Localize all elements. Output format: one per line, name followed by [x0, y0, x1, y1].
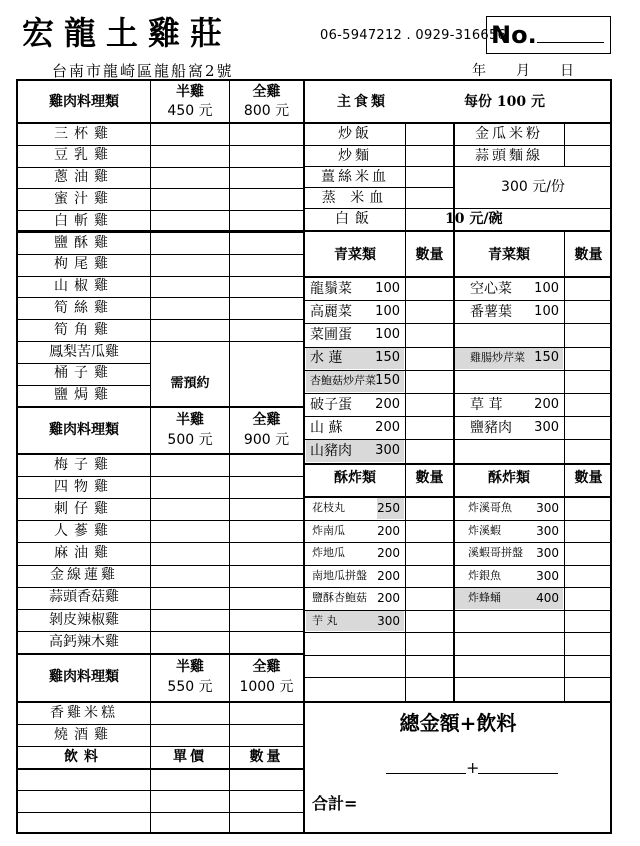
section2-item: 剝皮辣椒雞 [49, 611, 119, 628]
section1-half-label: 半雞 [176, 84, 204, 100]
staple-blood-price: 300 元/份 [501, 179, 565, 195]
staple-price-note: 每份 100 元 [464, 94, 545, 110]
day-label: 日 [560, 63, 574, 79]
section1-item: 枸尾雞 [54, 256, 114, 273]
section1-item: 桶子雞 [54, 365, 114, 382]
sum-label: 合計= [312, 794, 358, 813]
row-line [304, 655, 612, 656]
fried-item-price: 400 [536, 591, 559, 605]
staple-blood-ginger: 薑絲米血 [321, 169, 389, 185]
day-blank[interactable] [530, 66, 560, 80]
fried-item-name: 芋 丸 [312, 613, 338, 627]
month-label: 月 [516, 63, 530, 79]
section1-divider [17, 230, 304, 232]
phone-numbers: 06-5947212 . 0929-316656 [320, 28, 507, 43]
section3-title: 雞肉料理類 [49, 669, 119, 685]
staple-divider-1 [405, 123, 406, 231]
fried-item-name: 炸溪蝦 [468, 523, 501, 537]
fried-header-line [304, 496, 612, 498]
total-blank-1[interactable] [386, 773, 466, 774]
section1-item: 鹽焗雞 [54, 387, 114, 404]
fried-item-name: 南地瓜拼盤 [312, 568, 367, 582]
fried-col-qty-left: 數量 [415, 470, 444, 486]
order-number-line [537, 42, 604, 43]
month-blank[interactable] [486, 66, 516, 80]
veg-col-qty-right: 數量 [574, 247, 603, 263]
section3-top-line [17, 653, 304, 655]
veg-item-price: 100 [534, 280, 559, 296]
section1-item: 山椒雞 [54, 278, 114, 295]
veg-item-price: 150 [534, 350, 559, 366]
section1-whole-label: 全雞 [252, 84, 281, 100]
fried-item-price: 200 [377, 546, 400, 560]
section3-item-2: 燒酒雞 [54, 727, 114, 743]
staple-blood-steam: 蒸 米血 [321, 190, 389, 206]
row-line [304, 632, 612, 633]
drinks-col-price: 單價 [173, 749, 207, 765]
drinks-header-line [17, 768, 304, 770]
row-line [17, 812, 304, 813]
veg-col-qty-left: 數量 [415, 247, 444, 263]
fried-item-price: 300 [536, 523, 559, 538]
row-line [304, 677, 612, 678]
year-blank[interactable] [438, 66, 472, 80]
fried-item-price: 250 [377, 501, 400, 515]
veg-item-name: 山豬肉 [310, 442, 352, 459]
section3-half-price: 550 元 [167, 679, 213, 695]
fried-item-name: 炸蜂蛹 [468, 591, 501, 604]
drinks-col-name: 飲料 [64, 749, 104, 765]
veg-item-price: 200 [375, 396, 400, 412]
veg-item-price: 100 [375, 326, 400, 342]
veg-item-name: 龍鬚菜 [310, 280, 352, 297]
section1-item: 豆乳雞 [54, 147, 114, 164]
veg-item-price: 300 [375, 442, 400, 458]
total-plus: + [466, 758, 480, 777]
veg-item-price: 150 [375, 350, 400, 366]
section2-top-line [17, 406, 304, 408]
section2-item: 金線蓮雞 [50, 567, 118, 584]
veg-item-name: 水 蓮 [310, 350, 343, 367]
section1-item: 蔥油雞 [54, 169, 114, 186]
section2-item: 刺仔雞 [54, 501, 114, 517]
fried-item-price: 300 [536, 546, 559, 560]
section1-item: 筍角雞 [54, 321, 114, 338]
total-top-line [304, 701, 612, 703]
fried-item-price: 300 [536, 568, 559, 583]
section3-whole-label: 全雞 [252, 659, 281, 675]
section2-item: 梅子雞 [54, 456, 114, 473]
staple-rice-price: 10 元/碗 [445, 211, 503, 227]
veg-item-name: 鹽豬肉 [470, 419, 512, 436]
staple-title: 主食類 [337, 94, 388, 110]
section1-item: 蜜汁雞 [54, 190, 114, 207]
section2-whole-label: 全雞 [252, 412, 281, 428]
veg-item-price: 200 [534, 396, 559, 412]
section2-half-price: 500 元 [167, 432, 213, 448]
section2-title: 雞肉料理類 [49, 422, 119, 438]
veg-item-name: 高麗菜 [310, 303, 352, 320]
order-number-label: No. [491, 21, 537, 49]
veg-divider-3 [564, 231, 565, 701]
fried-item-name: 鹽酥杏鮑菇 [312, 591, 367, 604]
veg-item-price: 150 [375, 373, 400, 389]
staple-bottom-line [304, 230, 612, 232]
section1-title: 雞肉料理類 [49, 94, 119, 110]
fried-top-line [304, 463, 612, 465]
fried-item-name: 炸地瓜 [312, 546, 345, 559]
section2-item: 四物雞 [54, 478, 114, 495]
fried-item-price: 300 [536, 501, 559, 515]
veg-item-name: 雞腸炒芹菜 [470, 351, 525, 365]
fried-col-title-right: 酥炸類 [488, 470, 530, 486]
total-title: 總金額+飲料 [399, 711, 517, 735]
section3-item-1: 香雞米糕 [50, 705, 118, 721]
section1-item: 筍絲雞 [54, 299, 114, 316]
reservation-note: 需預約 [170, 376, 210, 391]
order-number-box[interactable] [486, 16, 611, 54]
veg-item-price: 100 [375, 280, 400, 296]
section2-whole-price: 900 元 [243, 432, 290, 448]
staple-rice: 白飯 [335, 211, 375, 227]
veg-divider-2 [453, 231, 455, 701]
veg-item-name: 菜圃蛋 [310, 326, 352, 343]
veg-item-price: 100 [534, 303, 559, 319]
section1-whole-price: 800 元 [243, 103, 290, 119]
row-line [17, 790, 304, 791]
staple-pumpkin-noodle: 金瓜米粉 [475, 126, 543, 142]
section1-half-price: 450 元 [167, 103, 213, 119]
veg-item-name: 草 茸 [470, 396, 503, 413]
fried-item-name: 炸南瓜 [312, 523, 345, 537]
veg-col-title-left: 青菜類 [334, 247, 376, 263]
fried-item-name: 花枝丸 [312, 501, 345, 514]
row-line [304, 416, 612, 417]
veg-item-name: 杏鮑菇炒芹菜 [310, 374, 376, 388]
staple-fried-rice: 炒飯 [338, 126, 372, 142]
left-col-divider-2 [229, 80, 230, 833]
section1-item: 三杯雞 [54, 125, 114, 142]
section1-item: 鹽酥雞 [54, 234, 114, 251]
section3-half-label: 半雞 [176, 659, 204, 675]
address: 台南市龍崎區龍船窩2號 [52, 62, 234, 80]
veg-item-price: 300 [534, 419, 559, 435]
section2-item: 麻油雞 [54, 545, 114, 562]
fried-col-qty-right: 數量 [574, 470, 603, 486]
veg-item-price: 200 [375, 419, 400, 435]
restaurant-name: 宏龍土雞莊 [22, 14, 233, 52]
section3-whole-price: 1000 元 [239, 679, 294, 695]
veg-item-name: 破子蛋 [310, 396, 352, 413]
fried-item-name: 溪蝦哥拼盤 [468, 546, 523, 559]
fried-divider-1 [405, 464, 406, 701]
section1-item: 鳳梨苦瓜雞 [49, 343, 119, 360]
fried-item-name: 炸溪哥魚 [468, 501, 512, 514]
fried-col-title-left: 酥炸類 [334, 470, 376, 486]
row-line [304, 520, 612, 521]
section2-item: 高鈣辣木雞 [49, 633, 119, 650]
date-field[interactable] [438, 60, 574, 80]
left-col-divider-1 [150, 80, 151, 833]
fried-item-price: 200 [377, 591, 400, 605]
section2-item: 人蔘雞 [54, 523, 114, 540]
year-label: 年 [472, 63, 486, 79]
total-blank-2[interactable] [478, 773, 558, 774]
fried-item-price: 200 [377, 523, 400, 538]
veg-item-name: 空心菜 [470, 280, 512, 297]
staple-fried-noodle: 炒麵 [338, 148, 372, 164]
section2-item: 蒜頭香菇雞 [49, 589, 119, 606]
veg-col-title-right: 青菜類 [488, 247, 530, 263]
staple-garlic-noodle: 蒜頭麵線 [475, 148, 543, 164]
fried-item-name: 炸銀魚 [468, 568, 501, 582]
veg-item-name: 山 蘇 [310, 419, 343, 436]
veg-item-price: 100 [375, 303, 400, 319]
section1-item: 白斬雞 [54, 212, 114, 229]
section2-half-label: 半雞 [176, 412, 204, 428]
row-line [304, 542, 612, 543]
fried-item-price: 300 [377, 613, 400, 628]
drinks-col-qty: 數量 [249, 749, 284, 765]
fried-item-price: 200 [377, 568, 400, 583]
veg-item-name: 番薯葉 [470, 303, 512, 320]
